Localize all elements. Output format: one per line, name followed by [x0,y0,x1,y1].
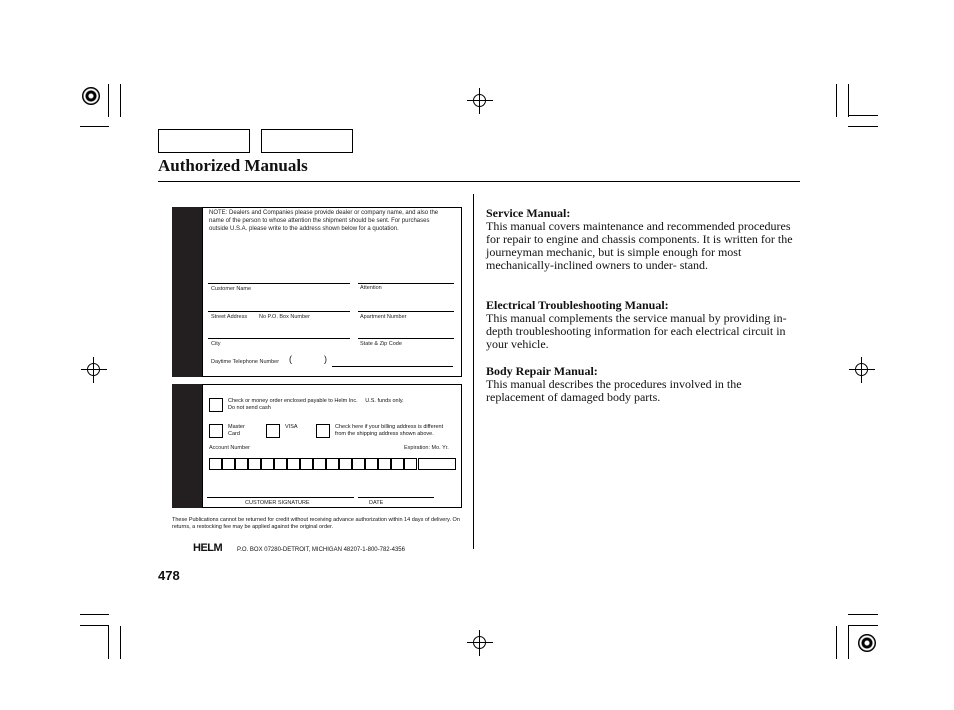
electrical-manual-body: This manual complements the service manual by providing in-depth troubleshooting information for each electrical circuit in your vehicle. [486,311,787,351]
customer-name-field[interactable] [208,283,350,284]
account-digit-cell[interactable] [235,458,248,470]
account-digit-cell[interactable] [209,458,222,470]
crop-line [120,84,121,117]
attention-label: Attention [360,285,382,291]
title-rule [158,181,800,182]
account-digit-cell[interactable] [404,458,417,470]
crop-line [108,626,109,659]
apartment-number-label: Apartment Number [360,314,407,320]
expiration-field[interactable] [418,458,456,470]
billing-different-label: Check here if your billing address is different from the shipping address shown above. [335,424,444,437]
check-money-order-checkbox[interactable] [209,398,223,412]
apartment-number-field[interactable] [358,311,454,312]
service-manual-body: This manual covers maintenance and recommended procedures for repair to engine and chassis components. It is written for the journeyman mechanic, but is simple enough for most mechanically-inclined owners to under- stand. [486,219,793,272]
body-repair-manual-heading: Body Repair Manual: [486,364,598,378]
body-repair-manual-section [486,365,796,404]
state-zip-field[interactable] [358,338,454,339]
account-digit-cell[interactable] [365,458,378,470]
crop-line [848,626,849,659]
visa-label: VISA [285,424,298,430]
street-address-label: Street Address [211,314,248,320]
crop-line [80,126,109,127]
column-divider [473,194,474,549]
crop-line [836,626,837,659]
crosshair-icon [81,357,107,383]
phone-number-field[interactable] [332,366,453,367]
helm-logo: HELM [193,542,223,554]
visa-checkbox[interactable] [266,424,280,438]
dealer-note: NOTE: Dealers and Companies please provide dealer or company name, and also the name of the person to whose attention the shipment should be sent. For purchases outside U.S.A. please write to the address shown below for a quotation. [209,210,439,232]
account-digit-cell[interactable] [261,458,274,470]
account-digit-cell[interactable] [300,458,313,470]
no-po-box-label: No P.O. Box Number [259,314,310,320]
page-title: Authorized Manuals [158,156,308,175]
phone-paren-close: ) [324,354,327,364]
account-digit-cell[interactable] [274,458,287,470]
returns-disclaimer: These Publications cannot be returned for credit without receiving advance authorization within 14 days of delivery. On returns, a restocking fee may be applied against the original order. [172,517,460,530]
account-digit-cell[interactable] [313,458,326,470]
account-digit-cell[interactable] [222,458,235,470]
service-manual-heading: Service Manual: [486,206,571,220]
attention-field[interactable] [358,283,454,284]
state-zip-label: State & Zip Code [360,341,402,347]
no-cash-text: Do not send cash [228,405,271,411]
master-card-checkbox[interactable] [209,424,223,438]
account-digit-cell[interactable] [378,458,391,470]
account-digit-cell[interactable] [339,458,352,470]
crosshair-icon [467,88,493,114]
date-field[interactable] [358,497,434,498]
account-digit-cell[interactable] [287,458,300,470]
crop-line [120,626,121,659]
form-side-bar [172,207,202,377]
account-digit-cell[interactable] [352,458,365,470]
crop-line [848,614,878,615]
payment-side-bar [172,384,202,508]
city-label: City [211,341,221,347]
master-card-label: Master Card [228,424,245,437]
crop-line [80,625,109,626]
crop-line [848,625,878,626]
electrical-manual-section [486,299,796,351]
customer-signature-field[interactable] [207,497,354,498]
crop-line [848,84,849,117]
expiration-label: Expiration: Mo. Yr. [404,445,449,451]
account-digit-cell[interactable] [391,458,404,470]
account-digit-cell[interactable] [326,458,339,470]
service-manual-section [486,207,796,272]
page-number: 478 [158,568,180,583]
us-funds-text: U.S. funds only. [365,398,404,404]
registration-star-icon [858,634,876,652]
header-tab-1 [158,129,250,153]
crop-line [108,84,109,117]
crosshair-icon [467,630,493,656]
body-repair-manual-body: This manual describes the procedures involved in the replacement of damaged body parts. [486,377,742,404]
header-tab-2 [261,129,353,153]
crop-line [848,126,878,127]
registration-star-icon [82,87,100,105]
crop-line [836,84,837,117]
customer-name-label: Customer Name [211,286,252,292]
account-number-label: Account Number [209,445,250,451]
street-address-field[interactable] [208,311,350,312]
account-digit-cell[interactable] [248,458,261,470]
crop-line [848,115,878,116]
crosshair-icon [849,357,875,383]
daytime-phone-label: Daytime Telephone Number [211,359,280,365]
check-money-order-label [228,398,404,412]
date-label: DATE [369,500,384,506]
crop-line [80,614,109,615]
check-text: Check or money order enclosed payable to Helm Inc. [228,398,358,404]
billing-different-checkbox[interactable] [316,424,330,438]
customer-signature-label: CUSTOMER SIGNATURE [245,500,310,506]
helm-address: P.O. BOX 07280-DETROIT, MICHIGAN 48207-1-800-782-4356 [237,547,405,553]
city-field[interactable] [208,338,350,339]
electrical-manual-heading: Electrical Troubleshooting Manual: [486,298,669,312]
phone-paren-open: ( [289,354,292,364]
